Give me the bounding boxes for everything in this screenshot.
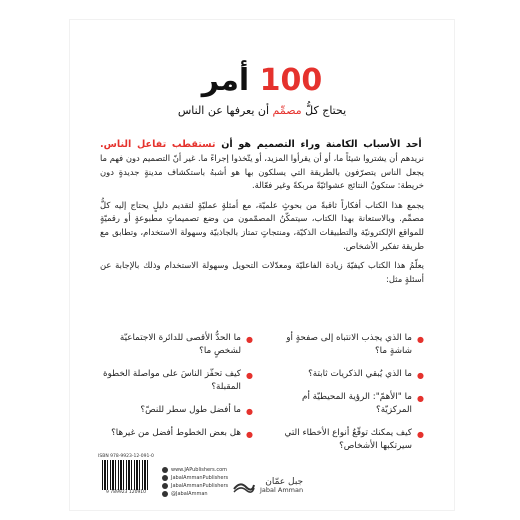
question-item: ● كيف تحفّز الناسَ على مواصلة الخطوة المقبلة؟ <box>102 369 253 392</box>
bullet-icon: ● <box>246 407 253 416</box>
book-back-cover <box>70 20 454 510</box>
intro-continuation: نريدهم أن يشتروا شيئاً ما، أو أن يقرأوا المزيد، أو يتّخذوا إجراءً ما. غير أنّ التصميم دون فهم ما يجعل الناس يتصرّفون بالطريقة التي يسلكون بها هو أشبهُ باستكشاف مدينةٍ جديدةٍ دون خريطة: ستكونُ النتائج عشوائيّةً مربكةً وغير فعّالة. <box>100 153 424 191</box>
barcode-digits: 9 789923 120910 <box>105 490 147 495</box>
social-row: JabalAmmanPublishers <box>162 474 228 482</box>
subtitle-before: يحتاج كلُّ <box>305 104 347 117</box>
questions-list <box>100 332 424 452</box>
social-links <box>162 466 228 498</box>
questions-column-right <box>271 332 424 463</box>
bullet-icon: ● <box>246 430 253 439</box>
bullet-icon: ● <box>417 371 424 380</box>
question-item: ● ما أفضل طول سطر للنصّ؟ <box>140 405 253 416</box>
isbn-text: ISBN 978-9923-12-091-0 <box>98 454 154 459</box>
title-number: 100 <box>259 63 323 98</box>
barcode <box>100 454 152 500</box>
bullet-icon: ● <box>417 430 424 439</box>
questions-column-left <box>100 332 253 463</box>
question-item: ● ما الحدُّ الأقصى للدائرة الاجتماعيّة لشخصٍ ما؟ <box>119 333 253 356</box>
blurb <box>100 138 424 292</box>
social-row: @JabalAmman <box>162 490 228 498</box>
subtitle-highlight: مصمِّم <box>272 104 302 117</box>
instagram-icon <box>162 483 168 489</box>
paragraph-3: يعلّمُ هذا الكتاب كيفيّةَ زيادة الفاعليّة ومعدّلات التحويل وسهولة الاستخدام وذلك بالإجابة عن أسئلةٍ مثل: <box>100 260 424 284</box>
facebook-icon <box>162 475 168 481</box>
subtitle-after: أن يعرفها عن الناس <box>177 104 270 117</box>
title-word: أمر <box>201 63 250 98</box>
bullet-icon: ● <box>246 335 253 344</box>
question-item: ● ما "الأهمّ": الرؤية المحيطيّة أم المركزيّة؟ <box>302 392 424 415</box>
intro-lead-plain: أحد الأسباب الكامنة وراء التصميم هو أن <box>221 139 422 150</box>
publisher-logo <box>232 478 303 494</box>
barcode-bars <box>102 460 150 490</box>
intro-lead <box>100 139 422 150</box>
bullet-icon: ● <box>417 394 424 403</box>
social-row: www.JAPublishers.com <box>162 466 228 474</box>
publisher-mark-icon <box>232 479 256 493</box>
book-subtitle <box>70 104 454 117</box>
twitter-icon <box>162 491 168 497</box>
publisher-name-ar: جبل عمّان <box>265 477 304 487</box>
paragraph-2: يجمع هذا الكتاب أفكاراً ثاقبةً من بحوثٍ علميّة، مع أمثلةٍ عمليّةٍ لتقديم دليلٍ يحتاج إليه كلُّ مصمِّم. وبالاستعانة بهذا الكتاب، سيتمكّنُ المصمّمون من وضع تصميماتٍ مطبوعةٍ أو رقميّةٍ للمواقع الإلكترونيّة والتطبيقات الذكيّة، ومنتجاتٍ تمتاز بالجاذبيّة وسهولة الاستخدام، وتطابق مع طريقة تفكير الأشخاص. <box>100 199 424 251</box>
book-title <box>70 63 454 98</box>
question-item: ● كيف يمكنك توقّعُ أنواع الأخطاء التي سيرتكبها الأشخاص؟ <box>284 428 424 451</box>
globe-icon <box>162 467 168 473</box>
bullet-icon: ● <box>246 371 253 380</box>
intro-paragraph <box>100 138 424 193</box>
question-item: ● هل بعض الخطوط أفضل من غيرها؟ <box>111 428 253 439</box>
question-item: ● ما الذي يجذب الانتباه إلى صفحةٍ أو شاشةٍ ما؟ <box>286 333 424 356</box>
question-item: ● ما الذي يُبقي الذكريات ثابتة؟ <box>308 369 424 380</box>
intro-lead-highlight: تستقطب تفاعل الناس. <box>100 139 216 150</box>
social-row: JabalAmmanPublishers <box>162 482 228 490</box>
publisher-name-en: Jabal Amman <box>260 486 304 494</box>
cover-footer <box>100 448 424 500</box>
bullet-icon: ● <box>417 335 424 344</box>
